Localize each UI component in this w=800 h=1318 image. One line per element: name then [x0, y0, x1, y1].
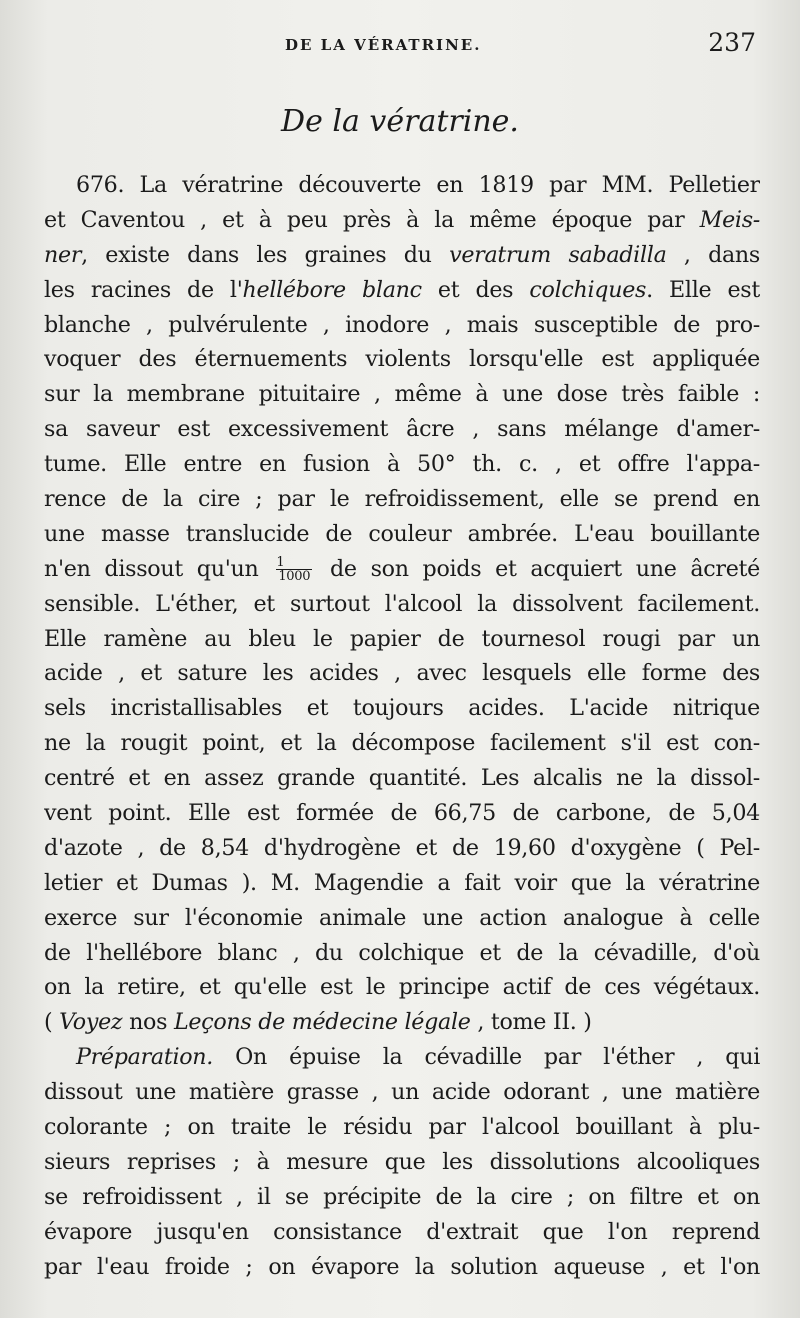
text-line: par l'eau froide ; on évapore la solution aqueuse , et l'on: [44, 1253, 760, 1280]
text-line: évapore jusqu'en consistance d'extrait que l'on reprend: [44, 1218, 760, 1245]
fraction-numerator: 1: [276, 555, 285, 571]
text-line: se refroidissent , il se précipite de la cire ; on filtre et on: [44, 1183, 760, 1210]
text-line: exerce sur l'économie animale une action analogue à celle: [44, 904, 760, 931]
text-line: letier et Dumas ). M. Magendie a fait voir que la vératrine: [44, 869, 760, 896]
text-line: une masse translucide de couleur ambrée. L'eau bouillante: [44, 520, 760, 547]
text-line: les racines de l'hellébore blanc et des colchiques. Elle est: [44, 276, 760, 303]
body-text: [44, 168, 760, 1285]
text-line: colorante ; on traite le résidu par l'alcool bouillant à plu-: [44, 1114, 760, 1141]
page-number: 237: [708, 28, 756, 57]
text-line: ne la rougit point, et la décompose facilement s'il est con-: [44, 730, 760, 757]
text-line: blanche , pulvérulente , inodore , mais susceptible de pro-: [44, 311, 760, 338]
text-line: tume. Elle entre en fusion à 50° th. c. , et offre l'appa-: [44, 451, 760, 478]
text-line: et Caventou , et à peu près à la même époque par Meis-: [44, 206, 760, 233]
text-line: n'en dissout qu'un $\frac{1}{1000}$ de son poids et acquiert une âcreté: [44, 555, 760, 585]
text-line: de l'hellébore blanc , du colchique et de la cévadille, d'où: [44, 939, 760, 966]
text-line: sur la membrane pituitaire , même à une dose très faible :: [44, 381, 760, 408]
text-line: sa saveur est excessivement âcre , sans mélange d'amer-: [44, 416, 760, 443]
text-line: sensible. L'éther, et surtout l'alcool la dissolvent facilement.: [44, 590, 760, 617]
fraction: [276, 556, 312, 583]
text-line: 676. La vératrine découverte en 1819 par MM. Pelletier: [76, 172, 760, 198]
text-line: sels incristallisables et toujours acides. L'acide nitrique: [44, 695, 760, 722]
text-line: d'azote , de 8,54 d'hydrogène et de 19,60 d'oxygène ( Pel-: [44, 834, 760, 861]
text-line: sieurs reprises ; à mesure que les dissolutions alcooliques: [44, 1148, 760, 1175]
text-line: dissout une matière grasse , un acide odorant , une matière: [44, 1079, 760, 1106]
text-line: Elle ramène au bleu le papier de tournesol rougi par un: [44, 625, 760, 652]
text-line: vent point. Elle est formée de 66,75 de carbone, de 5,04: [44, 800, 760, 827]
text-line: on la retire, et qu'elle est le principe actif de ces végétaux.: [44, 974, 760, 1001]
section-title: De la vératrine.: [281, 104, 519, 139]
running-title: DE LA VÉRATRINE.: [285, 36, 482, 54]
text-line: rence de la cire ; par le refroidissement, elle se prend en: [44, 486, 760, 513]
text-line: ner, existe dans les graines du veratrum sabadilla , dans: [44, 241, 760, 268]
fraction-denominator: 1000: [278, 569, 311, 585]
page-header: [45, 28, 760, 64]
text-line: acide , et sature les acides , avec lesquels elle forme des: [44, 660, 760, 687]
text-line: Préparation. On épuise la cévadille par l'éther , qui: [76, 1044, 760, 1071]
text-line: ( Voyez nos Leçons de médecine légale , tome II. ): [44, 1009, 592, 1036]
text-line: centré et en assez grande quantité. Les alcalis ne la dissol-: [44, 765, 760, 792]
text-line: voquer des éternuements violents lorsqu'elle est appliquée: [44, 346, 760, 373]
